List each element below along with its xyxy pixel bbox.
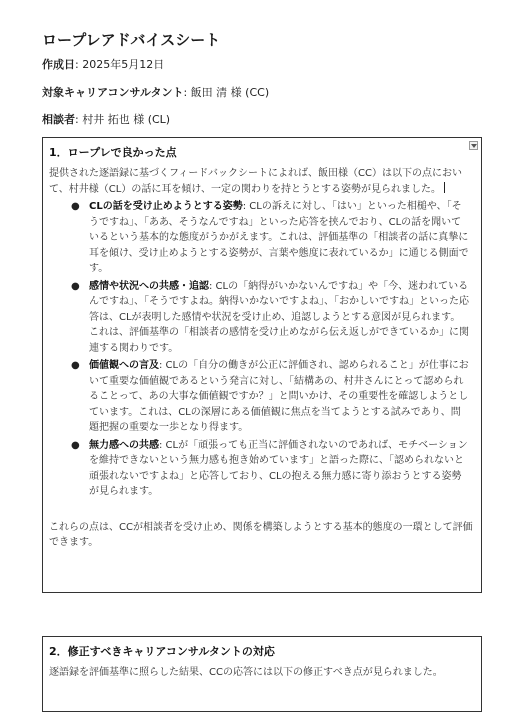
client-value: : 村井 拓也 様 (CL) (75, 113, 171, 126)
good-points-closing: これらの点は、CCが相談者を受け止め、関係を構築しようとする基本的態度の一環として評価できます。 (49, 521, 473, 548)
client-info (42, 111, 170, 127)
good-points-body[interactable] (43, 166, 481, 551)
list-item-title: 価値観への言及 (89, 360, 159, 371)
client-label: 相談者 (42, 113, 75, 126)
text-cursor (444, 182, 445, 193)
list-item-text: : CLの「納得がいかないんですね」や「今、迷われているんですね」、「そうですよね。納得いかないですよね」、「おかしいですね」といった応答は、CLが表明した感情や状況を受け止め、追認しようとする意図が見られます。これは、評価基準の「相談者の感情を受け止めながら伝え返しができているか」に関連する関わりです。 (89, 280, 469, 354)
corrections-heading: 2．修正すべきキャリアコンサルタントの対応 (49, 645, 275, 658)
good-points-section (42, 137, 482, 593)
target-consultant (42, 84, 269, 100)
list-item-title: CLの話を受け止めようとする姿勢 (89, 201, 243, 212)
good-points-intro-text: 提供された逐語録に基づくフィードバックシートによれば、飯田様（CC）は以下の点において、村井様（CL）の話に耳を傾け、一定の関わりを持とうとする姿勢が見られました。 (49, 168, 462, 195)
list-item-text: : CLの訴えに対し、「はい」といった相槌や、「そうですね」、「ああ、そうなんですね」といった応答を挟んでおり、CLの話を聞いているという基本的な態度がうかがえます。これは、評価基準の「相談者の話に真摯に耳を傾け、受け止めようとする姿勢が、言葉や態度に表れているか」に通じる側面です。 (89, 201, 469, 274)
created-date (42, 56, 164, 72)
corrections-section (42, 636, 482, 712)
target-consultant-label: 対象キャリアコンサルタント (42, 86, 184, 99)
bullet-icon: ● (71, 201, 80, 212)
list-item-text: : CLが「頑張っても正当に評価されないのであれば、モチベーションを維持できないという無力感も抱き始めています」と語った際に、「認められないと頑張れないですよね」と応答しており、CLの抱える無力感に寄り添おうとする姿勢が見られます。 (89, 439, 468, 497)
bullet-icon: ● (71, 439, 80, 451)
list-item-title: 無力感への共感 (89, 439, 159, 451)
document-title: ロープレアドバイスシート (42, 31, 221, 49)
good-points-intro (49, 166, 475, 197)
list-item (71, 438, 469, 500)
list-item-title: 感情や状況への共感・追認 (89, 280, 209, 292)
good-points-heading: 1．ロープレで良かった点 (49, 146, 177, 159)
list-item (71, 358, 469, 436)
created-date-label: 作成日 (42, 58, 75, 71)
list-item-text: : CLの「自分の働きが公正に評価され、認められること」が仕事において重要な価値観であるという発言に対し、「結構あの、村井さんにとって認められることって、あの大事な価値観ですか？」と問いかけ、その重要性を確認しようとしています。これは、CLの深層にある価値観に焦点を当てようとする試みであり、問題把握の重要な一歩となり得ます。 (89, 360, 469, 433)
corrections-intro: 逐語録を評価基準に照らした結果、CCの応答には以下の修正すべき点が見られました。 (49, 667, 443, 678)
collapse-icon[interactable] (469, 141, 478, 150)
corrections-body[interactable] (43, 665, 481, 681)
created-date-value: : 2025年5月12日 (75, 58, 165, 71)
good-points-list (49, 199, 475, 500)
bullet-icon: ● (71, 280, 80, 292)
bullet-icon: ● (71, 360, 80, 371)
list-item (71, 279, 469, 357)
list-item (71, 199, 469, 277)
target-consultant-value: : 飯田 清 様 (CC) (183, 86, 270, 99)
